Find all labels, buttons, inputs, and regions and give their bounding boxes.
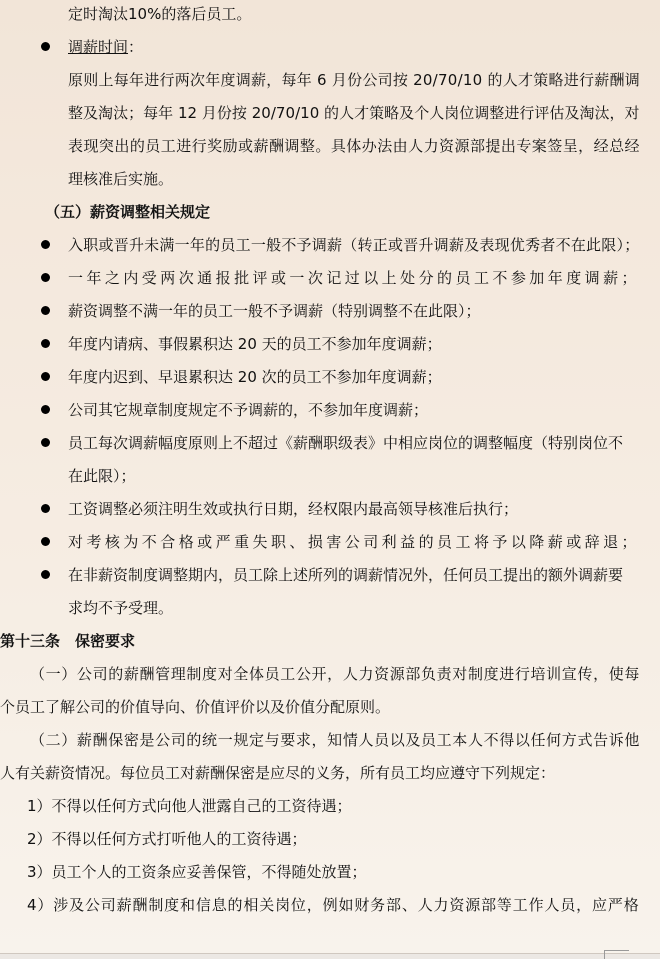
numbered-item: 2）不得以任何方式打听他人的工资待遇； <box>27 830 307 848</box>
text-line: 整及淘汰；每年 12 月份按 20/70/10 的人才策略及个人岗位调整进行评估及淘汰，对 <box>68 104 640 122</box>
bullet-icon <box>41 438 50 447</box>
subheading-raise-time <box>68 31 143 64</box>
bullet-icon <box>41 42 50 51</box>
rule-item: 员工每次调薪幅度原则上不超过《薪酬职级表》中相应岗位的调整幅度（特别岗位不 <box>68 434 624 452</box>
article-heading: 第十三条 保密要求 <box>0 632 136 650</box>
text-line: 人有关薪资情况。每位员工对薪酬保密是应尽的义务，所有员工均应遵守下列规定： <box>0 764 556 782</box>
rule-item: 薪资调整不满一年的员工一般不予调薪（特别调整不在此限）； <box>68 302 481 320</box>
rule-item: 公司其它规章制度规定不予调薪的，不参加年度调薪； <box>68 401 429 419</box>
text-line: 个员工了解公司的价值导向、价值评价以及价值分配原则。 <box>0 698 391 716</box>
numbered-item: 4）涉及公司薪酬制度和信息的相关岗位，例如财务部、人力资源部等工作人员，应严格 <box>27 896 640 914</box>
page-boundary <box>0 953 660 959</box>
raise-time-label: 调薪时间 <box>68 38 129 56</box>
rule-item: 在非薪资制度调整期内，员工除上述所列的调薪情况外，任何员工提出的额外调薪要 <box>68 566 624 584</box>
colon: ： <box>128 38 144 56</box>
text-line: 定时淘汰10%的落后员工。 <box>68 5 252 23</box>
section-heading: （五）薪资调整相关规定 <box>45 203 211 221</box>
bullet-icon <box>41 405 50 414</box>
bullet-icon <box>41 306 50 315</box>
rule-item: 年度内迟到、早退累积达 20 次的员工不参加年度调薪； <box>68 368 442 386</box>
bullet-icon <box>41 570 50 579</box>
bullet-icon <box>41 504 50 513</box>
text-line: （二）薪酬保密是公司的统一规定与要求，知情人员以及员工本人不得以任何方式告诉他 <box>30 731 641 749</box>
text-line: 原则上每年进行两次年度调薪，每年 6 月份公司按 20/70/10 的人才策略进行薪酬调 <box>68 71 640 89</box>
text-line: （一）公司的薪酬管理制度对全体员工公开，人力资源部负责对制度进行培训宣传，使每 <box>30 665 641 683</box>
text-line: 理核准后实施。 <box>68 170 174 188</box>
rule-item-cont: 在此限）； <box>68 467 136 485</box>
rule-item: 工资调整必须注明生效或执行日期，经权限内最高领导核准后执行； <box>68 500 519 518</box>
text-line: 表现突出的员工进行奖励或薪酬调整。具体办法由人力资源部提出专案签呈，经总经 <box>68 137 641 155</box>
rule-item: 一年之内受两次通报批评或一次记过以上处分的员工不参加年度调薪； <box>68 269 641 287</box>
rule-item: 对考核为不合格或严重失职、损害公司利益的员工将予以降薪或辞退； <box>68 533 641 551</box>
bullet-icon <box>41 240 50 249</box>
rule-item: 入职或晋升未满一年的员工一般不予调薪（转正或晋升调薪及表现优秀者不在此限）； <box>68 236 640 254</box>
rule-item: 年度内请病、事假累积达 20 天的员工不参加年度调薪； <box>68 335 442 353</box>
rule-item-cont: 求均不予受理。 <box>68 599 174 617</box>
numbered-item: 3）员工个人的工资条应妥善保管，不得随处放置； <box>27 863 367 881</box>
bullet-icon <box>41 339 50 348</box>
bullet-icon <box>41 537 50 546</box>
bullet-icon <box>41 372 50 381</box>
numbered-item: 1）不得以任何方式向他人泄露自己的工资待遇； <box>27 797 352 815</box>
bullet-icon <box>41 273 50 282</box>
